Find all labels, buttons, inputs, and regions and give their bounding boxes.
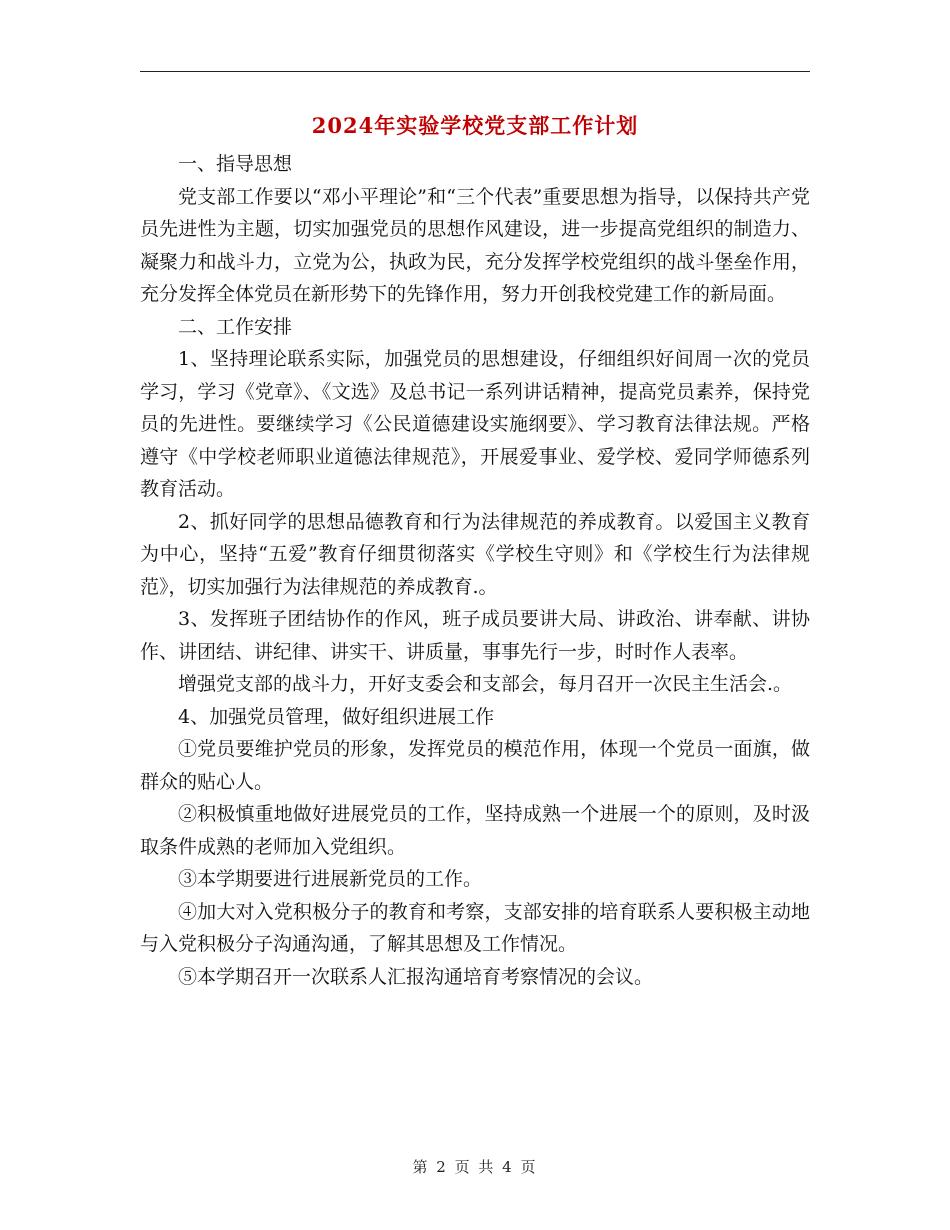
paragraph: 4、加强党员管理，做好组织进展工作 [178, 705, 495, 728]
paragraph: 党支部工作要以“邓小平理论”和“三个代表”重要思想为指导，以保持共产党员先进性为主题，切实加强党员的思想作风建设，进一步提高党组织的制造力、凝聚力和战斗力，立党为公，执政为民，充分发挥学校党组织的战斗堡垒作用，充分发挥全体党员在新形势下的先锋作用，努力开创我校党建工作的新局面。 [140, 185, 810, 305]
section-heading-guiding-ideology: 一、指导思想 [178, 153, 293, 175]
page-footer: 第 2 页 共 4 页 [412, 1158, 538, 1176]
paragraph: 2、抓好同学的思想品德教育和行为法律规范的养成教育。以爱国主义教育为中心，坚持“五爱”教育仔细贯彻落实《学校生守则》和《学校生行为法律规范》，切实加强行为法律规范的养成教育.。 [140, 510, 810, 598]
list-item: ②积极慎重地做好进展党员的工作，坚持成熟一个进展一个的原则，及时汲取条件成熟的老师加入党组织。 [140, 803, 810, 858]
list-item: ⑤本学期召开一次联系人汇报沟通培育考察情况的会议。 [178, 965, 654, 988]
list-item: ④加大对入党积极分子的教育和考察，支部安排的培育联系人要积极主动地与入党积极分子沟通沟通，了解其思想及工作情况。 [140, 900, 810, 955]
paragraph: 1、坚持理论联系实际，加强党员的思想建设，仔细组织好间周一次的党员学习，学习《党章》、《文选》及总书记一系列讲话精神，提高党员素养，保持党员的先进性。要继续学习《公民道德建设实施纲要》、学习教育法律法规。严格遵守《中学校老师职业道德法律规范》，开展爱事业、爱学校、爱同学师德系列教育活动。 [140, 348, 810, 500]
document-title: 2024年实验学校党支部工作计划 [311, 113, 639, 138]
header-rule [140, 71, 810, 72]
section-heading-work-arrangement: 二、工作安排 [178, 315, 293, 338]
paragraph: 3、发挥班子团结协作的作风，班子成员要讲大局、讲政治、讲奉献、讲协作、讲团结、讲纪律、讲实干、讲质量，事事先行一步，时时作人表率。 [140, 608, 810, 663]
document-body [140, 148, 810, 993]
paragraph: 增强党支部的战斗力，开好支委会和支部会，每月召开一次民主生活会.。 [178, 673, 793, 695]
list-item: ①党员要维护党员的形象，发挥党员的模范作用，体现一个党员一面旗，做群众的贴心人。 [140, 738, 810, 793]
list-item: ③本学期要进行进展新党员的工作。 [178, 868, 483, 890]
